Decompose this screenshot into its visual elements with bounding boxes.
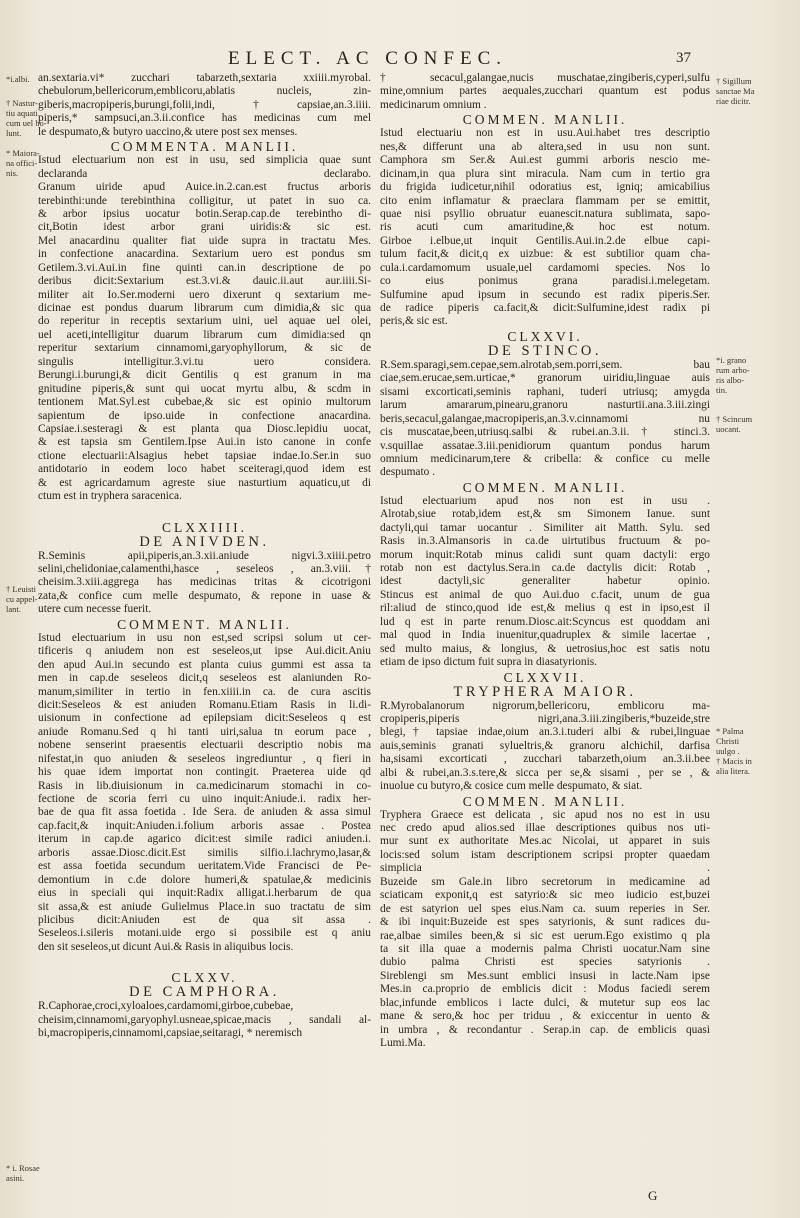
chapter-title: DE CAMPHORA. <box>129 984 280 1001</box>
recipe-line: despumato . <box>380 466 436 479</box>
text-line: ril:aliud de stinco,quod ide est,& melius q est in ipso,est il <box>380 602 710 615</box>
section-heading: COMMEN. MANLII. <box>462 112 628 128</box>
text-line: demontium in c.de dolore humeri,& spatulae,& medicinis <box>38 873 371 886</box>
text-line: est assa foetida secundum ueritatem.Vide Francisci de Pe- <box>38 860 371 873</box>
text-line: morum inquit:Rotab minus calidi sunt quam dactyli: ergo <box>380 548 710 561</box>
margin-note-line: na offici- <box>6 158 38 168</box>
margin-note-left-2 <box>6 98 47 138</box>
text-line: co eius ponimus grana paradisi.i.melegetam. <box>380 275 710 288</box>
text-line: arboris assae.Diosc.dicit.Est similis silfio.i.lachrymo,lasar,& <box>38 846 371 859</box>
text-line: Tryphera Graece est delicata , sic apud nos no est in usu <box>380 808 710 821</box>
margin-note-left-1 <box>6 74 30 84</box>
recipe-line: larum amararum,pinearu,granoru nasturtii.ana.3.iii.zingi <box>380 399 710 412</box>
text-line: sapientum de ipso.uide in confectione anacardina. <box>38 409 371 422</box>
text-line: Seseleos.i.sileris motani.uide ergo si possibile est q aniu <box>38 927 371 940</box>
margin-note-line: † Leuisti <box>6 584 36 594</box>
text-line: Mel anacardinu qualiter fiat uide supra in tractatu Mes. <box>38 234 371 247</box>
text-line: blac,infunde emblicos i lacte dulci, & mutetur sup eos lac <box>380 996 710 1009</box>
text-line: Granum uiride apud Auice.in.2.can.est fructus arboris <box>38 181 371 194</box>
margin-note-line: asini. <box>6 1173 25 1183</box>
text-line: ctum est in tryphera saracenica. <box>38 490 182 503</box>
margin-note-line: cum uel ho- <box>6 118 47 128</box>
text-line: idest dactyli,sic generaliter habetur opinio. <box>380 575 710 588</box>
text-line: rae,albae similes been,& si sic est uerum.Ego existimo q pla <box>380 929 710 942</box>
text-line: uel aceti,intelligitur duarum librarum cum dimidia:sed qn <box>38 328 371 341</box>
recipe-line: R.Caphorae,croci,xyloaloes,cardamomi,girboe,cubebae, <box>38 1000 294 1013</box>
text-line: & est agricardamum agreste siue nasturtium aquaticu,ut di <box>38 476 371 489</box>
recipe-line: zata,& confice cum melle despumato, & repone in uase & <box>38 589 371 602</box>
recipe-line: beris,secacul,galangae,macropiperis,an.3.v.cinnamomi nu <box>380 412 710 425</box>
text-line: tentionem Mat.Syl.est cubebae,& sic est opinio multorum <box>38 396 371 409</box>
recipe-line: blegi,† tapsiae indae,oium an.3.i.tuderi albi & rubei,linguae <box>380 726 710 739</box>
text-line: bae de qua fit assa foetida . Ide Sera. de aniuden & assa simul <box>38 806 371 819</box>
text-line: dactyli,qui tamar uocantur . Similiter ait Matth. Sylu. sed <box>380 521 710 534</box>
text-line: piperis,* sampsuci,an.3.ii.confice has medicinas cum mel <box>38 112 371 125</box>
text-line: uisionum in confectione ad epilepsiam dicit:Seseleos q est <box>38 712 371 725</box>
margin-note-line: † Sigillum <box>716 76 752 86</box>
text-line: nobene senserint praesentis electuarii descriptio nobis ma <box>38 739 371 752</box>
chapter-number: CLXXVI. <box>507 328 583 344</box>
text-line: giberis,macropiperis,burungi,folii,indi,†capsiae,an.3.iiii. <box>38 98 371 111</box>
running-head <box>0 48 800 68</box>
section-heading: COMMENT. MANLII. <box>117 616 292 632</box>
text-line: ctione electuarii:Alsagius hebet tapsiae indae.Io.Ser.in suo <box>38 449 371 462</box>
text-line: militer ait Io.Ser.moderni uero dixerunt q sextarium me- <box>38 288 371 301</box>
text-line: du frigida iudicetur,nihil odoratius est, igniq; amicabilius <box>380 181 710 194</box>
text-line: mane & sero,& hoc per triduu , & exiccentur in uento & <box>380 1010 710 1023</box>
margin-note-line: * i. Rosae <box>6 1163 40 1173</box>
signature-mark: G <box>648 1188 658 1203</box>
margin-note-line: ris albo- <box>716 375 745 385</box>
text-line: sed multo maius, & longius, & uetrosius,hoc est satis notu <box>380 642 710 655</box>
margin-note-left-3 <box>6 148 40 178</box>
text-line: Istud electuarium apud nos non est in usu . <box>380 494 710 507</box>
text-line: Camphora sm Ser.& Aui.est gummi arboris nescio me- <box>380 154 710 167</box>
margin-note-line: lunt. <box>6 128 22 138</box>
text-line: tulum facit,& dicit,q ex uizbue: & est subtilior quam cha- <box>380 248 710 261</box>
text-line: de est satyrion uel spes eius.Nam ca. suum reperies in Ser. <box>380 902 710 915</box>
margin-note-line: † Macis in <box>716 756 752 766</box>
text-line: ta sit illa quae a modernis palma Christi uocatur.Nam sine <box>380 942 710 955</box>
margin-note-line: sanctae Ma <box>716 86 755 96</box>
chapter-number: CLXXV. <box>171 970 238 986</box>
text-line: Capsiae.i.sesteragi & est planta qua Diosc.lepidiu uocat, <box>38 422 371 435</box>
margin-note-left-5 <box>6 1163 40 1183</box>
margin-note-line: lant. <box>6 604 21 614</box>
recipe-line: selini,chelidoniae,calamenthi,hasce , seseleos , an.3.viii.† <box>38 563 371 575</box>
section-heading: COMMEN. MANLII. <box>462 479 628 495</box>
text-line: Istud electuarium in usu non est,sed scripsi solum ut cer- <box>38 631 371 644</box>
margin-note-line: Christi <box>716 736 740 746</box>
running-head-title: ELECT. AC CONFEC. <box>228 48 507 69</box>
text-line: Rasis in lib.diuisionum in ca.medicinarum stomachi in co- <box>38 779 371 792</box>
margin-note-line: uulgo . <box>716 746 740 756</box>
margin-note-line: *i.albi. <box>6 74 30 84</box>
recipe-line: sisami excorticati,seminis raphani, tuderi utriusq; amygda <box>380 385 710 398</box>
text-line: Buzeide sm Gale.in libro secretorum in medicamine ad <box>380 875 710 888</box>
text-line: dicit:Seseleos & est aniuden Romanu.Etiam Rasis in li.di- <box>38 698 371 711</box>
text-line: rotab non est dactylus.Sera.in ca.de dactylis dicit: Rotab , <box>380 562 710 574</box>
margin-note-line: † Scincum <box>716 414 753 424</box>
text-line: locis:sed solum istam descriptionem scripsi propter quaedam <box>380 848 710 861</box>
text-line: nes,& differunt una ab altera,sed in usu non sunt. <box>380 140 710 153</box>
text-line: de radice piperis ca.facit,& dicit:Sulfumine,idest radix pi <box>380 302 710 314</box>
recipe-line: cheisim.3.xiii.aggrega has medicinas tritas & cicotrigoni <box>38 576 371 589</box>
text-line: & arbor ipsius uocatur botin.Serap.cap.de terebintho di- <box>38 207 371 220</box>
text-line: le despumato,& butyro uaccino,& utere post sex menses. <box>38 125 298 138</box>
margin-note-right-1 <box>716 76 754 106</box>
text-line: tificeris q aniudem non est seseleos,ut ipse Aui.dicit.Aniu <box>38 645 371 658</box>
recipe-line: auis,seminis granati sylueltris,& granoru alchichil, darfisa <box>380 739 710 752</box>
margin-note-line: nis. <box>6 168 19 178</box>
text-line: cap.facit,& inquit:Aniuden.i.folium arboris assae . Postea <box>38 819 371 832</box>
text-line: dubio palma Christi est species satyrionis . <box>380 956 710 969</box>
text-line: quae nisi psyllio obruatur euanescit.natura sublimata, sapo- <box>380 207 710 220</box>
text-line: dicinae est pondus duarum librarum cum dimidia,& sic qua <box>38 302 371 314</box>
text-line: Stincus est animal de quo Aui.duo c.facit, unum de gua <box>380 588 710 601</box>
text-line: peris,& sic est. <box>380 315 448 328</box>
text-line: cito enim inflamatur & praeclara flammam per se emittit, <box>380 194 710 207</box>
recipe-line: utere cum necesse fuerit. <box>38 603 152 616</box>
text-line: antidotario in eodem loco habet sceiteragi,quod idem est <box>38 463 371 476</box>
text-line: iterum in cap.de agarico dicit:est simile radici aniuden.i. <box>38 833 371 846</box>
text-line: Istud electuariu non est in usu.Aui.habet tres descriptio <box>380 127 710 140</box>
text-line: Girboe i.elbue,ut inquit Gentilis.Aui.in.2.de elbue capi- <box>380 234 710 247</box>
text-line: † secacul,galangae,nucis muschatae,zingiberis,cyperi,sulfu <box>380 72 710 84</box>
recipe-line: cropiperis,piperis nigri,ana.3.iii.zingiberis,*buzeide,stre <box>380 712 710 725</box>
text-line: lud q est in parte renum.Diosc.ait:Scyncus est quoddam ani <box>380 615 710 628</box>
margin-note-line: riae dicitr. <box>716 96 751 106</box>
text-line: in umbra , & recondantur . Serap.in cap. de emblicis quasi <box>380 1023 710 1036</box>
recipe-line: R.Myrobalanorum nigrorum,bellericoru, emblicoru ma- <box>380 699 710 712</box>
recipe-line: ciae,sem.erucae,sem.urticae,* granorum uiridiu,linguae auis <box>380 372 710 385</box>
text-line: aniude Romanu.Sed q hi tanti uiri,salua tn eorum pace , <box>38 725 371 738</box>
margin-note-line: * Maiora- <box>6 148 40 158</box>
text-line: mal quod in India inuenitur,quadruplex & simile lacertae , <box>380 629 710 642</box>
recipe-line: R.Sem.sparagi,sem.cepae,sem.alrotab,sem.porri,sem. bau <box>380 358 710 371</box>
text-line: nifestat,in quo aniuden & seseleos ingrediuntur , q fieri in <box>38 752 371 765</box>
chapter-title: TRYPHERA MAIOR. <box>453 683 637 700</box>
margin-note-right-4 <box>716 726 752 776</box>
text-line: Alrotab,siue rotab,idem est,& sm Simonem Ianue. sunt <box>380 508 710 521</box>
recipe-line: cheisim,cinnamomi,garyophyl.usneae,spicae,macis , sandali al- <box>38 1013 371 1026</box>
text-line: & ibi inquit:Buzeide est spes satyrionis, & sunt radices du- <box>380 916 710 929</box>
text-line: cula.i.cardamomum usuale,uel cardamomi species. Nos lo <box>380 261 710 274</box>
text-line: & est tapsia sm Gentilem.Ipse Aui.in isto canone in confe <box>38 436 371 449</box>
text-line: Berungi.i.burungi,& dicit Gentilis q est granum in ma <box>38 369 371 382</box>
text-line: singulis intelligitur.3.vi.tu uero considera. <box>38 355 371 368</box>
left-column <box>38 72 371 1041</box>
recipe-line: albi & rubei,an.3.s.tere,& sicca per se,& sisami , per se , & <box>380 766 710 779</box>
chapter-title: DE STINCO. <box>488 342 602 359</box>
text-line: declaranda declarabo. <box>38 167 371 180</box>
recipe-line: ha,sisami excorticati , zucchari tabarzeth,oium an.3.ii.bee <box>380 753 710 766</box>
margin-note-line: uocant. <box>716 424 741 434</box>
text-line: ris acuti cum amaritudine,& hoc est notum. <box>380 221 710 234</box>
margin-note-line: alia litera. <box>716 766 750 776</box>
text-line: his quae idem importat non contingit. Praeterea uide qd <box>38 766 371 779</box>
chapter-number: CLXXIIII. <box>161 519 248 535</box>
margin-note-left-4 <box>6 584 37 614</box>
section-heading: COMMEN. MANLII. <box>462 793 628 809</box>
text-line: den sit seseleos,ut dicunt Aui.& Rasis in aliquibus locis. <box>38 940 294 953</box>
recipe-line: inuolue cu butyro,& cosice cum melle despumato, & siat. <box>380 780 643 793</box>
margin-note-line: † Nastur- <box>6 98 38 108</box>
chapter-title: DE ANIVDEN. <box>139 533 270 550</box>
text-line: den apud Aui.in secundo est planta cuius gummi est assa ta <box>38 658 371 671</box>
text-line: nec credo apud alios.sed illae descriptiones quibus nos uti- <box>380 822 710 834</box>
recipe-line: R.Seminis apii,piperis,an.3.xii.aniude nigvi.3.xiiii.petro <box>38 549 371 562</box>
text-line: Sulfumine apud ipsum in secundo est radix piperis.Ser. <box>380 288 710 301</box>
right-column <box>380 72 710 1050</box>
text-line: dicinam,in qua plura sint miracula. Nam cum in tertio gra <box>380 167 710 180</box>
text-line: an.sextaria.vi* zucchari tabarzeth,sextaria xxiiii.myrobal. <box>38 72 371 84</box>
text-line: etiam de ipso dictum fuit supra in diasatyrionis. <box>380 656 598 669</box>
margin-note-line: * Palma <box>716 726 744 736</box>
text-line: medicinarum omnium . <box>380 98 487 111</box>
text-line: sit assa,& est aniude Gulielmus Place.in suo tractatu de sim <box>38 900 371 913</box>
margin-note-right-3 <box>716 414 752 434</box>
text-line: deribus dicit:Sextarium est.3.vi.& dauic.ii.aut aur.iiii.Si- <box>38 275 371 288</box>
text-line: chebulorum,bellericorum,emblicoru,ablatis nucleis, zin- <box>38 85 371 98</box>
page-number: 37 <box>676 50 691 66</box>
text-line: reperitur sextarium cinnamomi,garyophyllorum, & sic de <box>38 342 371 355</box>
text-line: mine,omnium partes aequales,zucchari quantum est podus <box>380 85 710 98</box>
text-line: plicibus dicit:Aniuden est de qua sit assa . <box>38 913 371 926</box>
text-line: terebinthi:unde terebinthina colligitur, ut patet in suo ca. <box>38 194 371 207</box>
text-line: cit,Botin idest arbor grani uiridis:& sic est. <box>38 221 371 234</box>
text-line: Istud electuarium non est in usu, sed simplicia quae sunt <box>38 154 371 167</box>
text-line: in confectione anacardina. Sextarium uero est pondus sm <box>38 248 371 261</box>
recipe-line: bi,macropiperis,cinnamomi,capsiae,seitaragi, * neremisch <box>38 1027 303 1040</box>
text-line: mur sunt ex authoritate Mes.ac Nicolai, ut apparet in suis <box>380 835 710 848</box>
text-line: simplicia . <box>380 862 710 875</box>
margin-note-line: tin. <box>716 385 728 395</box>
text-line: sciaticam exponit,q est satyrio:& sic meo iudicio est,buzei <box>380 889 710 902</box>
recipe-line: v.squillae assatae.3.iii.penidiorum quantum pondus harum <box>380 439 710 452</box>
text-line: manum,similiter in tertio in fen.xiiii.in ca. de cura ascitis <box>38 685 371 698</box>
text-line: Rasis in.3.Almansoris in ca.de uirtutibus fructuum & po- <box>380 535 710 548</box>
margin-note-right-2 <box>716 355 750 395</box>
margin-note-line: tiu aquati <box>6 108 38 118</box>
text-line: Lumi.Ma. <box>380 1037 426 1049</box>
section-heading: COMMENTA. MANLII. <box>110 139 299 155</box>
recipe-line: omnium medicinarum,tere & cribella: & confice cu melle <box>380 452 710 465</box>
text-line: Sireblengi sm Mes.sunt emblici insusi in lacte.Nam ipse <box>380 969 710 982</box>
text-line: eius in speciali qui inquit:Radix alligat.i.herbarum de qua <box>38 887 371 900</box>
margin-note-line: *i. grano <box>716 355 747 365</box>
margin-note-line: rum arbo- <box>716 365 750 375</box>
recipe-line: cis muscatae,been,utriusq.salbi & rubei.an.3.ii.† stinci.3. <box>380 426 710 439</box>
text-line: men in cap.de seseleos dicit,q seseleos est alaniunden Ro- <box>38 672 371 685</box>
text-line: gnitudine piperis,& sunt qui uocat myrtu albu, & scdm in <box>38 382 371 395</box>
text-line: Mes.in ca.proprio de emblicis dicit : Modus faciedi serem <box>380 983 710 996</box>
chapter-number: CLXXVII. <box>503 669 587 685</box>
text-line: Getilem.3.vi.Aui.in fine quinti can.in descriptione de po <box>38 261 371 274</box>
margin-note-line: cu appel- <box>6 594 38 604</box>
text-line: fectione de scoria ferri cu uino inquit:Aniude.i. radix her- <box>38 793 371 805</box>
text-line: do reperitur in receptis sextarium uini, uel aquae uel olei, <box>38 315 371 328</box>
